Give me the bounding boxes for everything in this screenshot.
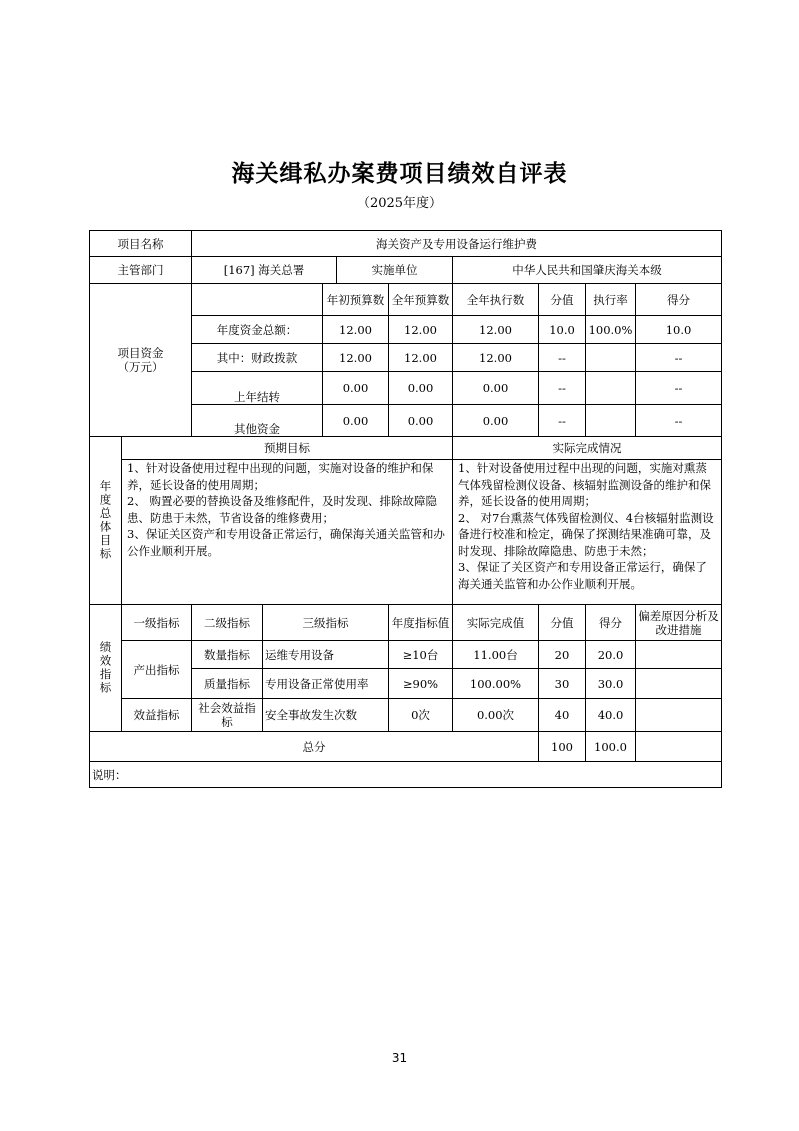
page-number: 31 (391, 1051, 408, 1065)
funds-cell: 12.00 (389, 316, 453, 344)
funds-cell: -- (539, 372, 586, 405)
indicator-row (90, 641, 722, 669)
funds-cell: -- (636, 405, 722, 437)
funds-row-label: 其中：财政拨款 (192, 344, 323, 372)
dept-label: 主管部门 (90, 257, 192, 284)
ind-note (636, 699, 722, 732)
expected-goal-item: 1、针对设备使用过程中出现的问题，实施对设备的维护和保养，延长设备的使用周期； (127, 461, 434, 492)
funds-header-full: 全年预算数 (389, 284, 453, 316)
indicators-label: 绩效指标 (90, 605, 122, 732)
ind-level3: 运维专用设备 (263, 641, 389, 669)
funds-cell: 12.00 (453, 344, 539, 372)
ind-value: 40 (539, 699, 586, 732)
funds-label: 项目资金 （万元） (90, 284, 192, 437)
ind-header: 得分 (586, 605, 636, 641)
page-subtitle: （2025年度） (356, 196, 443, 211)
project-name-label: 项目名称 (90, 231, 192, 257)
goals-label: 年度总体目标 (90, 437, 122, 605)
ind-score: 30.0 (586, 669, 636, 699)
ind-level2: 数量指标 (192, 641, 263, 669)
funds-cell (586, 372, 636, 405)
ind-header: 年度指标值 (389, 605, 453, 641)
remark-label: 说明： (90, 762, 722, 788)
ind-level3: 专用设备正常使用率 (263, 669, 389, 699)
ind-value: 20 (539, 641, 586, 669)
total-value: 100 (539, 732, 586, 762)
funds-cell: 12.00 (389, 344, 453, 372)
goals-header-row (90, 437, 722, 460)
page-title: 海关缉私办案费项目绩效自评表 (231, 160, 568, 187)
ind-actual: 11.00台 (453, 641, 539, 669)
ind-header: 实际完成值 (453, 605, 539, 641)
ind-value: 30 (539, 669, 586, 699)
funds-cell: 10.0 (539, 316, 586, 344)
funds-cell: -- (539, 344, 586, 372)
ind-score: 40.0 (586, 699, 636, 732)
funds-cell: 12.00 (453, 316, 539, 344)
funds-cell: 0.00 (389, 405, 453, 437)
expected-header: 预期目标 (122, 437, 453, 460)
funds-cell: 12.00 (323, 344, 389, 372)
ind-header: 偏差原因分析及改进措施 (636, 605, 722, 641)
ind-level2: 社会效益指标 (192, 699, 263, 732)
funds-cell: -- (636, 372, 722, 405)
funds-cell: 0.00 (323, 372, 389, 405)
dept-value: [167] 海关总署 (192, 257, 337, 284)
ind-target: ≥10台 (389, 641, 453, 669)
ind-score: 20.0 (586, 641, 636, 669)
funds-cell: 0.00 (453, 372, 539, 405)
funds-header-score-value: 分值 (539, 284, 586, 316)
ind-target: ≥90% (389, 669, 453, 699)
actual-goals (453, 460, 722, 605)
ind-level2: 质量指标 (192, 669, 263, 699)
total-score: 100.0 (586, 732, 636, 762)
funds-header-blank (192, 284, 323, 316)
funds-row-label: 年度资金总额： (192, 316, 323, 344)
funds-header-rate: 执行率 (586, 284, 636, 316)
funds-cell (586, 344, 636, 372)
ind-note (636, 641, 722, 669)
funds-header-executed: 全年执行数 (453, 284, 539, 316)
remark-row (90, 762, 722, 788)
ind-actual: 0.00次 (453, 699, 539, 732)
funds-cell: 0.00 (389, 372, 453, 405)
funds-cell: -- (636, 344, 722, 372)
ind-level1: 效益指标 (122, 699, 192, 732)
ind-header: 三级指标 (263, 605, 389, 641)
total-row (90, 732, 722, 762)
project-name-value: 海关资产及专用设备运行维护费 (192, 231, 722, 257)
ind-target: 0次 (389, 699, 453, 732)
ind-header: 分值 (539, 605, 586, 641)
total-note (636, 732, 722, 762)
funds-cell: 0.00 (323, 405, 389, 437)
funds-cell: 12.00 (323, 316, 389, 344)
funds-cell: 0.00 (453, 405, 539, 437)
project-name-row (90, 231, 722, 257)
funds-row-label: 上年结转 (192, 372, 323, 405)
ind-level3: 安全事故发生次数 (263, 699, 389, 732)
funds-cell: -- (539, 405, 586, 437)
ind-actual: 100.00% (453, 669, 539, 699)
goals-content-row (90, 460, 722, 605)
unit-value: 中华人民共和国肇庆海关本级 (453, 257, 722, 284)
ind-header: 一级指标 (122, 605, 192, 641)
expected-goals (122, 460, 453, 605)
evaluation-table (89, 230, 722, 788)
funds-cell (586, 405, 636, 437)
dept-row (90, 257, 722, 284)
actual-goal-item: 3、保证了关区资产和专用设备正常运行，确保了海关通关监管和办公作业顺利开展。 (458, 560, 707, 591)
actual-header: 实际完成情况 (453, 437, 722, 460)
ind-note (636, 669, 722, 699)
funds-cell: 10.0 (636, 316, 722, 344)
total-label: 总分 (90, 732, 539, 762)
expected-goal-item: 2、 购置必要的替换设备及维修配件，及时发现、排除故障隐患、防患于未然，节省设备的维修费用； (127, 494, 437, 525)
expected-goal-item: 3、保证关区资产和专用设备正常运行，确保海关通关监管和办公作业顺利开展。 (127, 527, 445, 558)
funds-cell: 100.0% (586, 316, 636, 344)
actual-goal-item: 1、针对设备使用过程中出现的问题，实施对熏蒸气体残留检测仪设备、核辐射监测设备的维护和保养，延长设备的使用周期； (458, 461, 711, 508)
indicators-header-row (90, 605, 722, 641)
output-indicator-label: 产出指标 (122, 641, 192, 699)
funds-header-initial: 年初预算数 (323, 284, 389, 316)
funds-row-label: 其他资金 (192, 405, 323, 437)
actual-goal-item: 2、 对7台熏蒸气体残留检测仪、4台核辐射监测设备进行校准和检定，确保了探测结果准确可靠，及时发现、排除故障隐患、防患于未然； (458, 510, 714, 558)
unit-label: 实施单位 (337, 257, 453, 284)
funds-header-row (90, 284, 722, 316)
indicator-row (90, 699, 722, 732)
funds-header-score: 得分 (636, 284, 722, 316)
ind-header: 二级指标 (192, 605, 263, 641)
